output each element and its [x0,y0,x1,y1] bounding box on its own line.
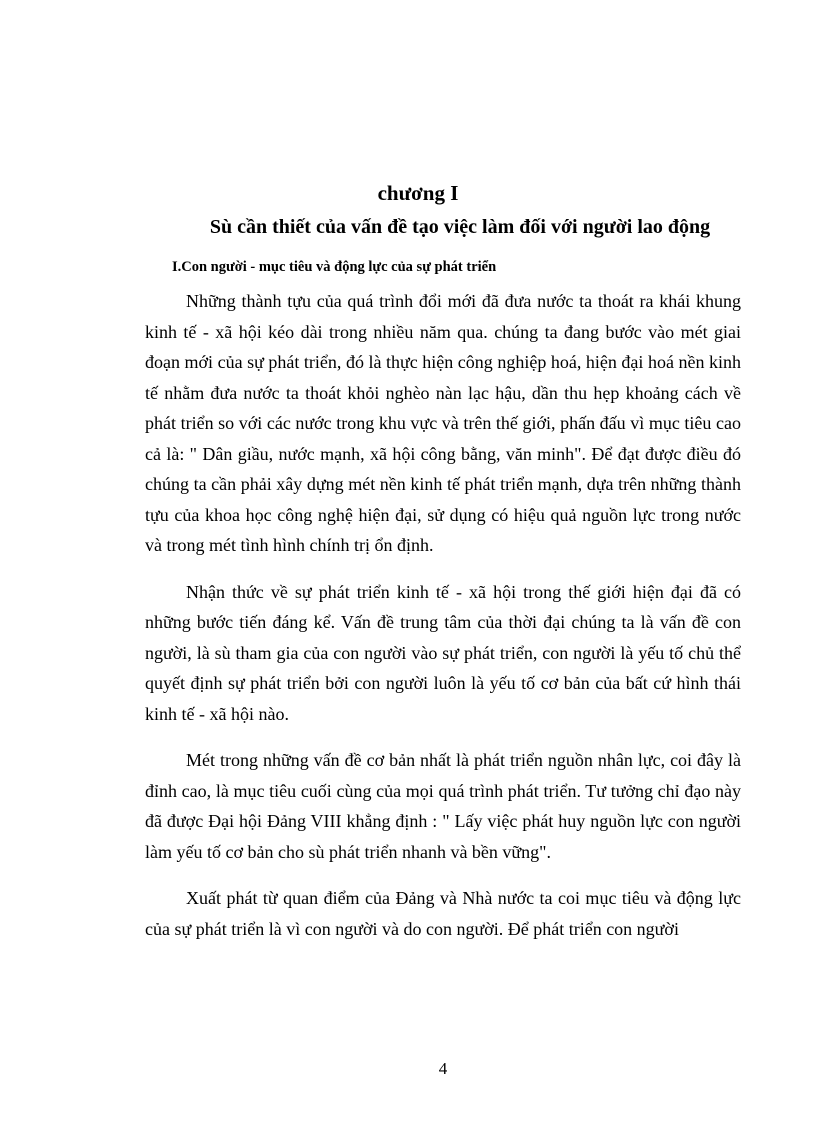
page-number: 4 [438,1059,448,1078]
body-text [145,286,741,960]
section-heading: I.Con người - mục tiêu và động lực của sự phát triển [172,259,497,275]
paragraph: Nhận thức về sự phát triển kinh tế - xã hội trong thế giới hiện đại đã có những bước tiến đáng kể. Vấn đề trung tâm của thời đại chúng ta là vấn đề con người, là sù tham gia của con người vào sự phát triển, con người là yếu tố chủ thể quyết định sự phát triển bởi con người luôn là yếu tố cơ bản của bất cứ hình thái kinh tế - xã hội nào. [145,581,741,724]
paragraph: Xuất phát từ quan điểm của Đảng và Nhà nước ta coi mục tiêu và động lực của sự phát triển là vì con người và do con người. Để phát triển con người [145,888,741,939]
paragraph: Những thành tựu của quá trình đổi mới đã đưa nước ta thoát ra khái khung kinh tế - xã hội kéo dài trong nhiều năm qua. chúng ta đang bước vào mét giai đoạn mới của sự phát triển, đó là thực hiện công nghiệp hoá, hiện đại hoá nền kinh tế nhằm đưa nước ta thoát khỏi nghèo nàn lạc hậu, dần thu hẹp khoảng cách về phát triển so với các nước trong khu vực và trên thế giới, phấn đấu vì mục tiêu cao cả là: " Dân giầu, nước mạnh, xã hội công bằng, văn minh". Để đạt được điều đó chúng ta cần phải xây dựng mét nền kinh tế phát triển mạnh, dựa trên những thành tựu của khoa học công nghệ hiện đại, sử dụng có hiệu quả nguồn lực trong nước và trong mét tình hình chính trị ổn định. [145,291,741,555]
chapter-title: chương I [377,181,459,205]
chapter-subtitle: Sù cần thiết của vấn đề tạo việc làm đối với người lao động [209,216,711,238]
paragraph: Mét trong những vấn đề cơ bản nhất là phát triển nguồn nhân lực, coi đây là đỉnh cao, là mục tiêu cuối cùng của mọi quá trình phát triển. Tư tưởng chỉ đạo này đã được Đại hội Đảng VIII khẳng định : " Lấy việc phát huy nguồn lực con người làm yếu tố cơ bản cho sù phát triển nhanh và bền vững". [145,750,741,862]
